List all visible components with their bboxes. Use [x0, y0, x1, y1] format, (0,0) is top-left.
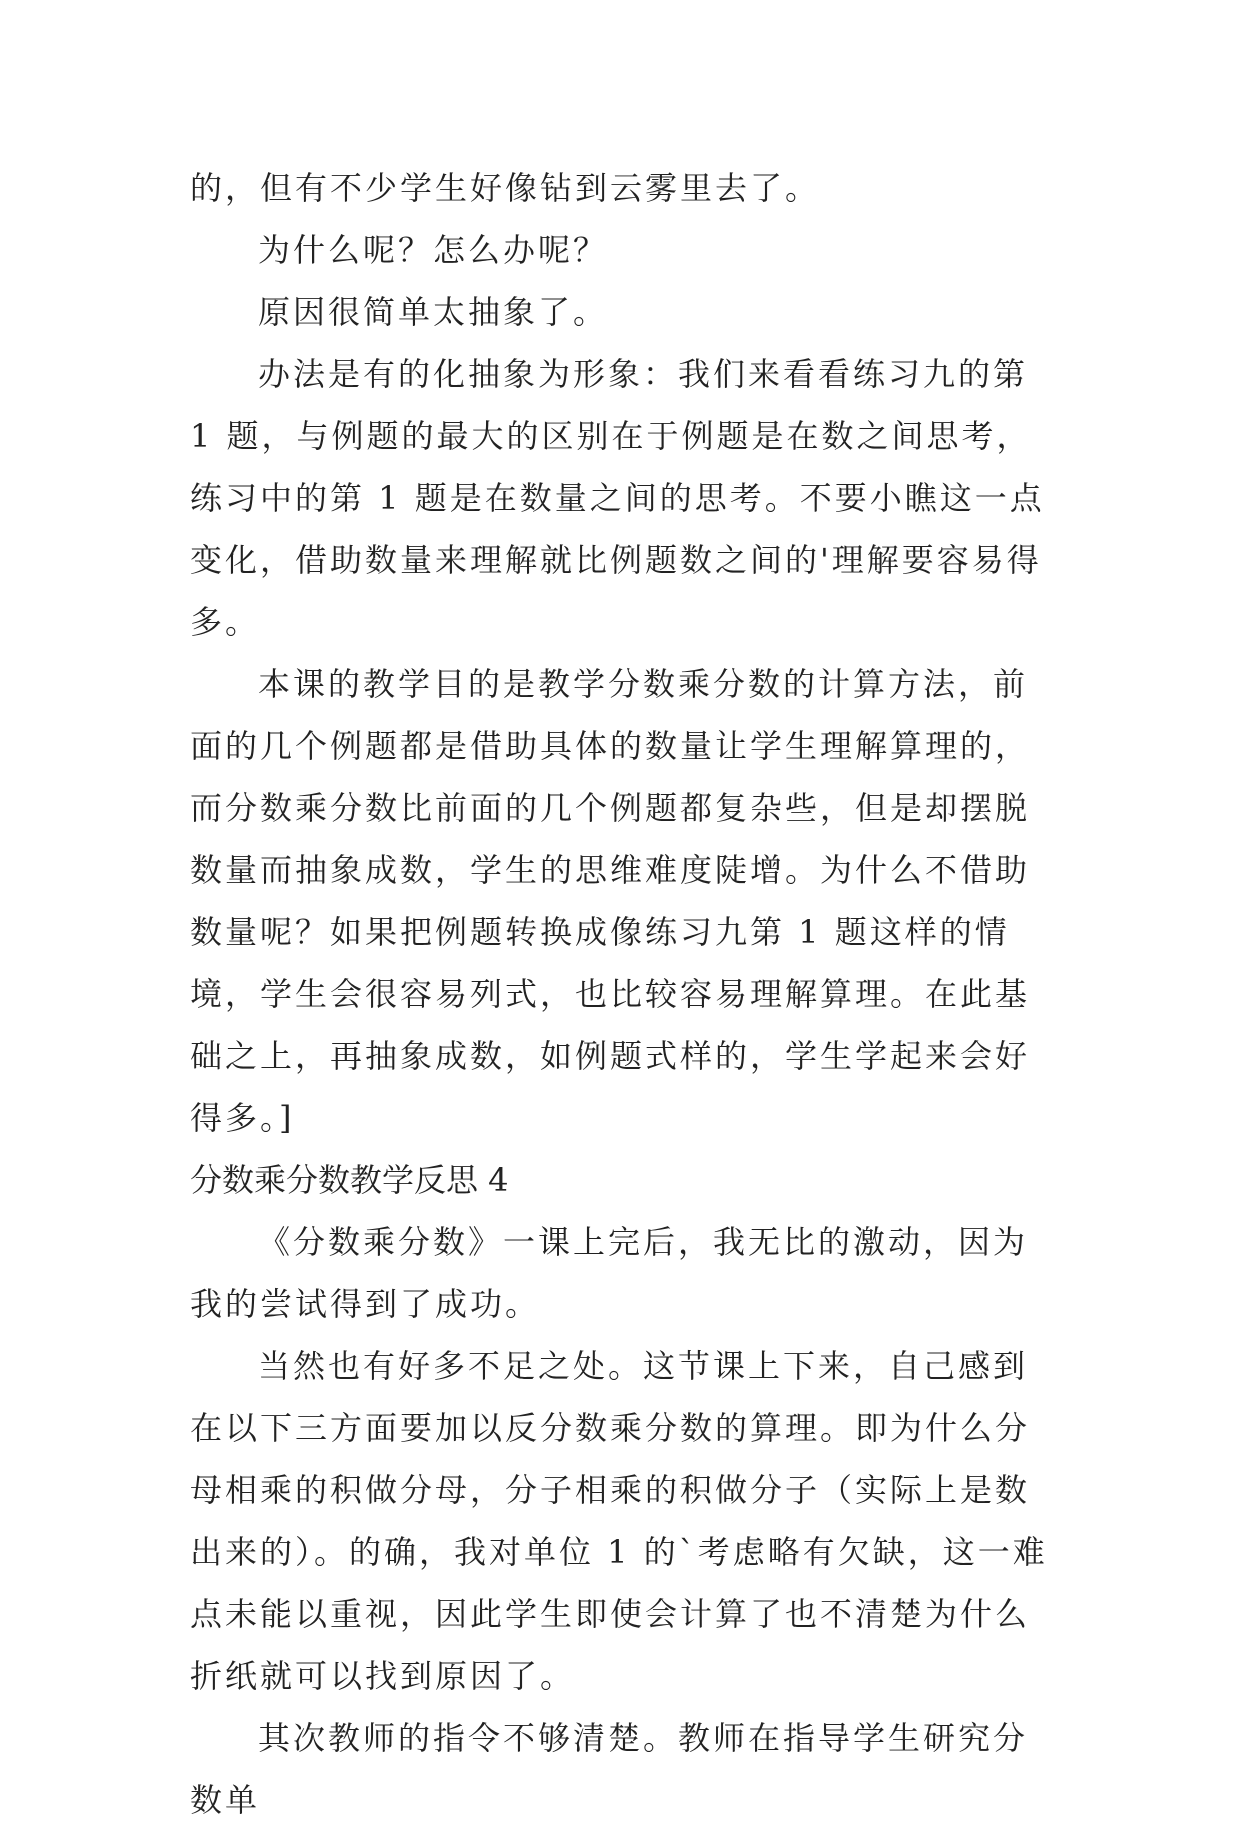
paragraph: 的，但有不少学生好像钻到云雾里去了。	[190, 169, 821, 207]
paragraph: 其次教师的指令不够清楚。教师在指导学生研究分数单	[190, 1719, 1029, 1819]
paragraph: 《分数乘分数》一课上完后，我无比的激动，因为我的尝试得到了成功。	[190, 1223, 1029, 1323]
paragraph: 当然也有好多不足之处。这节课上下来，自己感到在以下三方面要加以反分数乘分数的算理。即为什么分母相乘的积做分母，分子相乘的积做分子（实际上是数出来的）。的确，我对单位 1 的`考虑略有欠缺，这一难点未能以重视，因此学生即使会计算了也不清楚为什么折纸就可以找到原因了。	[190, 1347, 1048, 1695]
paragraph: 为什么呢？怎么办呢？	[258, 231, 609, 269]
section-title: 分数乘分数教学反思 4	[190, 1161, 509, 1199]
document-body	[190, 157, 1050, 1831]
paragraph: 本课的教学目的是教学分数乘分数的计算方法，前面的几个例题都是借助具体的数量让学生理解算理的，而分数乘分数比前面的几个例题都复杂些，但是却摆脱数量而抽象成数，学生的思维难度陡增。为什么不借助数量呢？如果把例题转换成像练习九第 1 题这样的情境，学生会很容易列式，也比较容易理解算理。在此基础之上，再抽象成数，如例题式样的，学生学起来会好得多。]	[190, 665, 1031, 1137]
paragraph: 原因很简单太抽象了。	[258, 293, 609, 331]
paragraph: 办法是有的化抽象为形象：我们来看看练习九的第 1 题，与例题的最大的区别在于例题是在数之间思考，练习中的第 1 题是在数量之间的思考。不要小瞧这一点变化，借助数量来理解就比例题数之间的'理解要容易得多。	[190, 355, 1045, 641]
